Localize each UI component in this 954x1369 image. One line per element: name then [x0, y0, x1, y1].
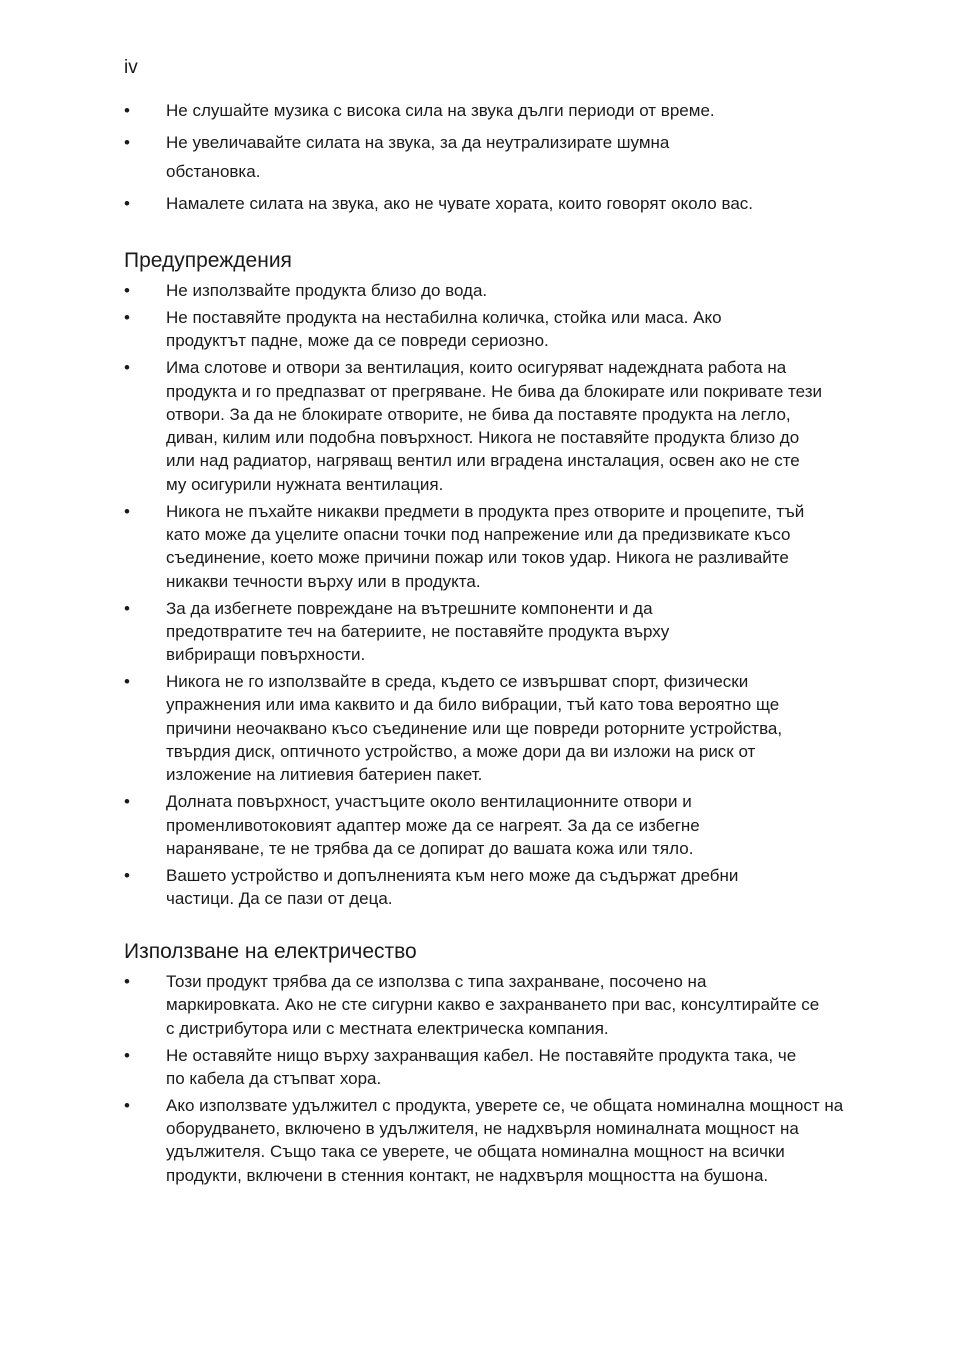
section-heading-warnings: Предупреждения	[124, 249, 292, 272]
electricity-bullet-list	[124, 970, 844, 1187]
list-item: • Не слушайте музика с висока сила на звука дълги периоди от време.	[124, 96, 824, 125]
list-item: • Не увеличавайте силата на звука, за да неутрализирате шумна обстановка.	[124, 128, 726, 186]
list-item: • Има слотове и отвори за вентилация, които осигуряват надеждната работа на продукта и го предпазват от прегряване. Не бива да блокирате или покривате тези отвори. За да не блокирате отворите, не бива да поставяте продукта на легло, диван, килим или подобна повърхност. Никога не поставяйте продукта близо до или над радиатор, нагряващ вентил или вградена инсталация, освен ако не сте му осигурили нужната вентилация.	[124, 356, 824, 496]
list-item: • Този продукт трябва да се използва с типа захранване, посочено на маркировката. Ако не сте сигурни какво е захранването при вас, консултирайте се с дистрибутора или с местната електрическа компания.	[124, 970, 824, 1040]
electricity-section	[124, 939, 844, 1191]
list-item: • Не поставяйте продукта на нестабилна количка, стойка или маса. Ако продуктът падне, може да се повреди сериозно.	[124, 306, 746, 353]
warnings-bullet-list	[124, 279, 824, 911]
list-item: • Вашето устройство и допълненията към него може да съдържат дребни частици. Да се пази от деца.	[124, 864, 806, 911]
list-item: • За да избегнете повреждане на вътрешните компоненти и да предотвратите теч на батериите, не поставяйте продукта върху вибриращи повърхности.	[124, 597, 746, 667]
intro-section	[124, 96, 824, 221]
list-item: • Намалете силата на звука, ако не чувате хората, които говорят около вас.	[124, 189, 824, 218]
warnings-section	[124, 248, 824, 914]
page-number: iv	[124, 57, 138, 78]
list-item: • Никога не го използвайте в среда, където се извършват спорт, физически упражнения или има каквито и да било вибрации, тъй като това вероятно ще причини неочаквано късо съединение или ще повреди роторните устройства, твърдия диск, оптичното устройство, а може дори да ви изложи на риск от изложение на литиевия батериен пакет.	[124, 670, 824, 786]
list-item: • Не оставяйте нищо върху захранващия кабел. Не поставяйте продукта така, че по кабела да стъпват хора.	[124, 1044, 806, 1091]
section-heading-electricity: Използване на електричество	[124, 940, 417, 963]
list-item: • Ако използвате удължител с продукта, уверете се, че общата номинална мощност на оборудването, включено в удължителя, не надхвърля номиналната мощност на удължителя. Също така се уверете, че общата номинална мощност на всички продукти, включени в стенния контакт, не надхвърля мощността на бушона.	[124, 1094, 846, 1187]
list-item: • Никога не пъхайте никакви предмети в продукта през отворите и процепите, тъй като може да уцелите опасни точки под напрежение или да предизвикате късо съединение, което може причини пожар или токов удар. Никога не разливайте никакви течности върху или в продукта.	[124, 500, 824, 593]
list-item: • Не използвайте продукта близо до вода.	[124, 279, 824, 302]
list-item: • Долната повърхност, участъците около вентилационните отвори и променливотоковият адаптер може да се нагреят. За да се избегне нараняване, те не трябва да се допират до вашата кожа или тяло.	[124, 790, 776, 860]
intro-bullet-list	[124, 96, 824, 218]
